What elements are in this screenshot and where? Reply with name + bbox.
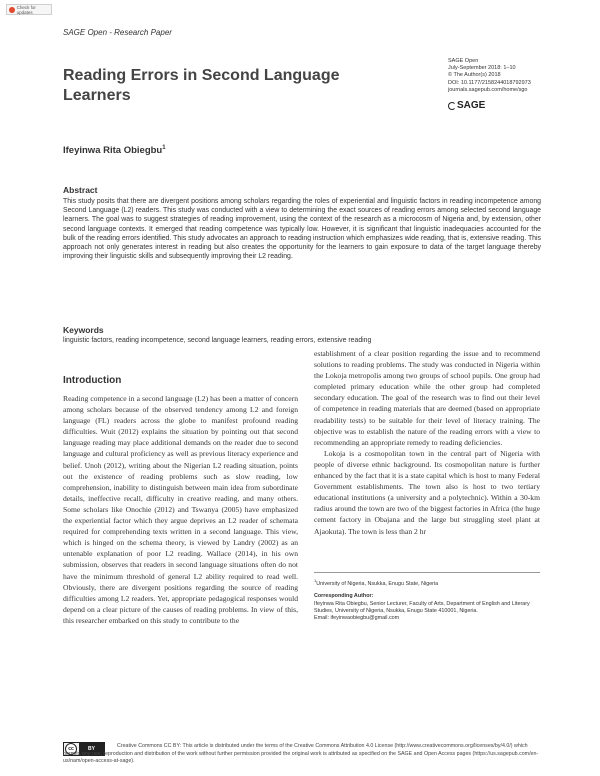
intro-paragraph-1-continued: establishment of a clear position regarding the issue and to recommend solutions to reading problems. The study was conducted in Nigeria within the Lokoja metropolis among two groups of school pupils. One group had completed primary education while the other group had completed secondary education. The goal of the research was to find out their level of competence in reading materials that are deemed (based on appropriate readability tests) to be suitable for their level of literacy training. The objective was to establish the nature of the reading errors with a view to recommending an appropriate remedy to reading deficiencies. — [314, 349, 540, 447]
journal-url[interactable]: journals.sagepub.com/home/sgo — [448, 86, 528, 93]
intro-paragraph-1: Reading competence in a second language (L2) has been a matter of concern among scholars because of the observed tendency among L2 and foreign language (FL) readers across the globe to manifest profound reading difficulties. Wuit (2012) explains the situation by pointing out that second language reading may place additional demands on the reader due to second language and cultural proficiency as well as previous literacy experience and belief. Unoh (2012), writing about the Nigerian L2 reading situation, points out the existence of reading problems such as slow reading, low comprehension, inability to distinguish between main idea from subordinate details, ineffective recall, difficulty in creative reading, and many others. Some scholars like Onochie (2012) and Tswanya (2005) have emphasized the experiential factor which they argue deprives an L2 reader of schemata required for comprehending texts written in a second language. This view, which is hinged on the schema theory, is viewed by Landry (2002) as an untenable explanation of poor L2 reading. Wallace (2014), in his own submission, observes that readers in second language situations often do not have the minimum threshold of general L2 ability required to read well. Obviously, there are divergent positions regarding the source of reading difficulties among L2 readers. Yet, appropriate pedagogical responses would depend on a clear picture of the causes of reading problems. In view of this, this researcher embarked on this study to contribute to the — [63, 394, 298, 625]
author-name: Ifeyinwa Rita Obiegbu — [63, 145, 163, 157]
by-label: BY — [79, 743, 104, 755]
sage-logo-text: SAGE — [457, 100, 486, 111]
journal-name: SAGE Open — [448, 58, 479, 64]
sage-logo — [448, 100, 485, 111]
article-title: Reading Errors in Second Language Learners — [63, 67, 340, 104]
footnote-divider — [314, 572, 540, 573]
journal-series: SAGE Open - Research Paper — [63, 28, 172, 37]
body-column-right — [314, 348, 540, 537]
author-affiliation-marker: 1 — [162, 145, 166, 151]
intro-paragraph-2: Lokoja is a cosmopolitan town in the central part of Nigeria with people of diverse ethnic background. Its cosmopolitan nature is further enhanced by the fact that it is a state capital which is host to many Federal Government establishments. The town also is host to two tertiary educational institutions (a university and a polytechnic). Within a 30-km radius around the town are two of the biggest factories in Africa (the huge cement factory in Obajana and the large but struggling steel plant at Ajaokuta). The town is less than 2 hr — [314, 448, 540, 536]
corresponding-author-text: Ifeyinwa Rita Obiegbu, Senior Lecturer, Faculty of Arts, Department of English and Literary Studies, University of Nigeria, Nsukka, Enugu State 410001, Nigeria. — [314, 600, 530, 615]
affiliation-footnote — [314, 577, 540, 588]
affiliation-text: University of Nigeria, Nsukka, Enugu State, Nigeria — [316, 580, 439, 587]
body-column-left — [63, 393, 298, 626]
abstract-text: This study posits that there are divergent positions among scholars regarding the roles of experiential and linguistic factors in reading incompetence among Second Language (L2) readers. This study was conducted with a view to determining the exact sources of reading errors among selected second language learners. The goal was to suggest strategies of reading improvement, using the context of the research as a microcosm of Nigeria and, by extension, other second language contexts. It emerged that reading competence was typically low. However, it is significant that linguistic inadequacies accounted for the bulk of the reading errors identified. This study advocates an approach to reading instruction which emphasizes wide reading, that is, extensive reading. This approach not only generates interest in reading but also creates the opportunity for the learners to gain exposure to data of the target language thereby improving their linguistic skills and subsequently improving their L2 reading. — [63, 198, 541, 261]
keywords-heading: Keywords — [63, 325, 104, 335]
check-for-updates-badge[interactable] — [6, 4, 52, 15]
sage-logo-icon — [448, 102, 456, 110]
author — [63, 145, 166, 156]
cc-icon: cc — [65, 743, 77, 755]
journal-copyright: © The Author(s) 2018 — [448, 72, 501, 79]
license-notice — [63, 743, 543, 766]
abstract-heading: Abstract — [63, 185, 98, 195]
footnotes — [314, 577, 540, 623]
keywords-text: linguistic factors, reading incompetence, second language learners, reading errors, extensive reading — [63, 337, 372, 344]
journal-issue: July-September 2018: 1–10 — [448, 65, 516, 72]
affiliation-marker: 1 — [314, 578, 317, 583]
journal-doi[interactable]: DOI: 10.1177/2158244018792973 — [448, 79, 531, 86]
journal-info — [448, 58, 531, 94]
check-updates-label: Check for updates — [16, 4, 36, 15]
corresponding-author-heading: Corresponding Author: — [314, 593, 374, 600]
corresponding-author-email[interactable]: Email: ifeyinwaobiegbu@gmail.com — [314, 615, 400, 622]
check-updates-icon — [9, 7, 15, 13]
license-text: Creative Commons CC BY: This article is distributed under the terms of the Creative Commons Attribution 4.0 License (http://www.creativecommons.org/licenses/by/4.0/) which permits any use, reproduction and distribution of the work without further permission provided the original work is attributed as specified on the SAGE and Open Access pages (https://us.sagepub.com/en-us/nam/open-access-at-sage). — [63, 743, 539, 764]
introduction-heading: Introduction — [63, 375, 122, 386]
